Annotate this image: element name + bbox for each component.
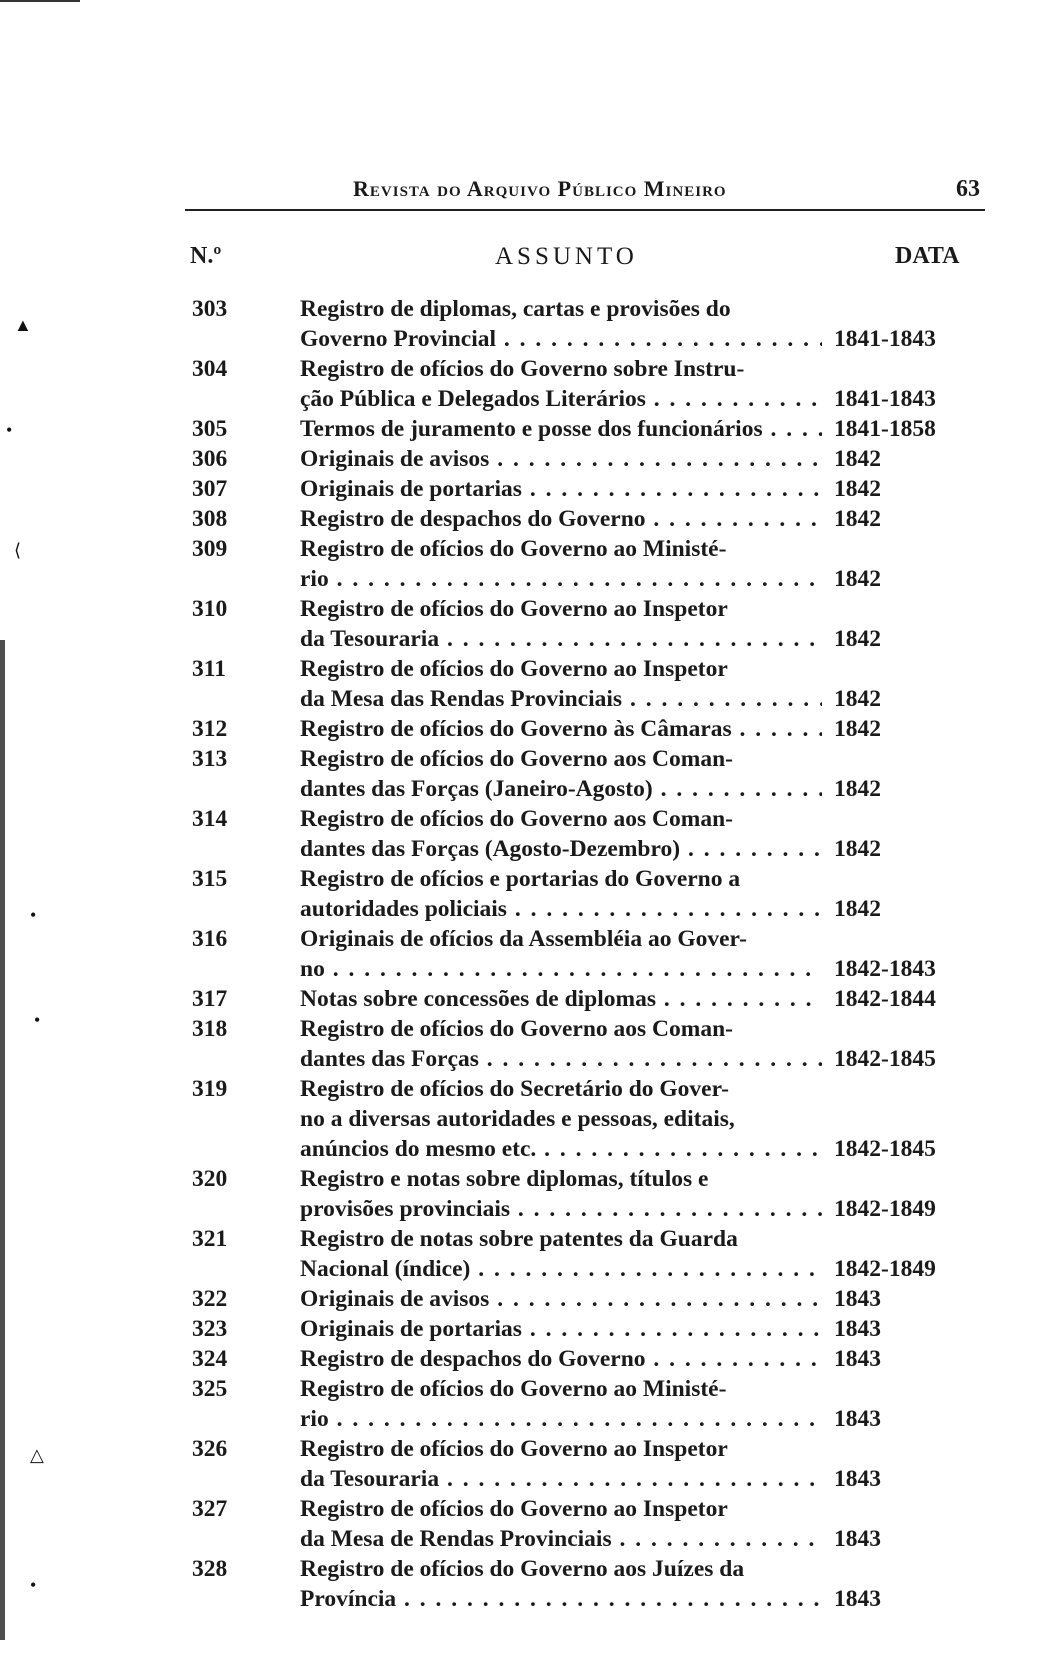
entry-date: 1842 [834, 686, 881, 712]
page-binding-edge [0, 640, 5, 1640]
entry-number: 328 [192, 1556, 228, 1582]
catalog-entry [190, 804, 990, 864]
entry-number: 314 [192, 806, 228, 832]
entry-date: 1843 [834, 1406, 881, 1432]
entry-date: 1841-1843 [834, 326, 936, 352]
entry-subject [300, 1554, 822, 1614]
catalog-entry [190, 1014, 990, 1074]
entry-subject [300, 1314, 822, 1344]
entry-subject-line: Registro de notas sobre patentes da Guarda [300, 1226, 738, 1252]
entry-date: 1843 [834, 1586, 881, 1612]
entry-subject-line: Registro de ofícios do Governo ao Inspetor [300, 1496, 728, 1522]
entry-subject-line: autoridades policiais . . . [300, 894, 822, 924]
entry-subject-line: da Tesouraria . . . [300, 1464, 822, 1494]
entry-subject-line: provisões provinciais . . . [300, 1194, 822, 1224]
entry-subject [300, 294, 822, 354]
entry-number: 323 [192, 1316, 228, 1342]
entry-number: 317 [192, 986, 228, 1012]
entry-date: 1842 [834, 506, 881, 532]
entry-subject [300, 714, 822, 744]
entry-subject-line: Registro de diplomas, cartas e provisões do [300, 296, 731, 322]
entry-subject [300, 924, 822, 984]
entry-subject [300, 1014, 822, 1074]
entry-number: 325 [192, 1376, 228, 1402]
entry-date: 1843 [834, 1526, 881, 1552]
entry-subject [300, 654, 822, 714]
entry-date: 1842 [834, 776, 881, 802]
catalog-entry [190, 1314, 990, 1344]
catalog-entry [190, 1284, 990, 1314]
entry-date: 1842 [834, 566, 881, 592]
entry-subject [300, 1344, 822, 1374]
entry-subject-line: dantes das Forças (Agosto-Dezembro) . . . [300, 834, 822, 864]
catalog-entry [190, 1434, 990, 1494]
catalog-entry [190, 654, 990, 714]
entry-date-cell [822, 504, 964, 534]
entry-number: 304 [192, 356, 228, 382]
entry-date: 1842-1845 [834, 1136, 936, 1162]
column-header-date: DATA [895, 243, 960, 269]
catalog-entry [190, 354, 990, 414]
entry-date: 1842 [834, 836, 881, 862]
margin-mark: ▲ [14, 315, 32, 335]
entry-date: 1843 [834, 1286, 881, 1312]
entry-date: 1842 [834, 626, 881, 652]
entry-subject [300, 1224, 822, 1284]
entry-date-cell [822, 1284, 964, 1314]
entry-subject-line: rio . . . [300, 564, 822, 594]
catalog-entry [190, 444, 990, 474]
entry-date-cell [822, 1014, 964, 1074]
entry-date-cell [822, 474, 964, 504]
entry-subject [300, 1074, 822, 1164]
entry-date-cell [822, 294, 964, 354]
entry-number: 306 [192, 446, 228, 472]
margin-mark: • [34, 1010, 41, 1030]
entry-date: 1842-1844 [834, 986, 936, 1012]
catalog-entry [190, 1164, 990, 1224]
entry-subject [300, 1284, 822, 1314]
entry-subject-line: da Mesa de Rendas Provinciais . . . [300, 1524, 822, 1554]
entry-subject-line: Registro de ofícios do Secretário do Gover- [300, 1076, 730, 1102]
entry-subject-line: Província . . . [300, 1584, 822, 1614]
entry-number: 316 [192, 926, 228, 952]
entry-subject [300, 1434, 822, 1494]
catalog-entry [190, 984, 990, 1014]
entry-subject-line: anúncios do mesmo etc. . . . [300, 1134, 822, 1164]
entry-number: 320 [192, 1166, 228, 1192]
margin-mark: △ [30, 1445, 44, 1465]
margin-mark: • [30, 905, 37, 925]
entry-number: 319 [192, 1076, 228, 1102]
entry-subject [300, 474, 822, 504]
entry-subject-line: da Tesouraria . . . [300, 624, 822, 654]
entry-date: 1841-1858 [834, 416, 936, 442]
entry-date-cell [822, 1344, 964, 1374]
margin-mark: • [6, 420, 13, 440]
entry-subject-line: Registro de ofícios do Governo às Câmaras . . . [300, 714, 822, 744]
entry-date-cell [822, 744, 964, 804]
running-header [185, 176, 985, 206]
entry-number: 311 [192, 656, 226, 682]
entry-date: 1842-1845 [834, 1046, 936, 1072]
entry-number: 312 [192, 716, 228, 742]
catalog-entry [190, 414, 990, 444]
entry-date-cell [822, 1434, 964, 1494]
entry-date: 1842 [834, 716, 881, 742]
entry-number: 310 [192, 596, 228, 622]
entry-subject [300, 864, 822, 924]
entry-subject-line: Originais de avisos . . . [300, 1284, 822, 1314]
entry-subject [300, 594, 822, 654]
entry-date-cell [822, 654, 964, 714]
entry-date-cell [822, 714, 964, 744]
entry-date-cell [822, 1224, 964, 1284]
entry-date-cell [822, 1164, 964, 1224]
entry-subject-line: Registro de ofícios do Governo aos Coman- [300, 806, 733, 832]
margin-mark: • [30, 1575, 37, 1595]
catalog-entry [190, 714, 990, 744]
entry-number: 313 [192, 746, 228, 772]
entry-subject-line: Registro de ofícios do Governo ao Ministé- [300, 536, 727, 562]
entry-subject-line: dantes das Forças (Janeiro-Agosto) . . . [300, 774, 822, 804]
entry-date: 1843 [834, 1316, 881, 1342]
entry-subject [300, 1374, 822, 1434]
entry-subject-line: Registro de ofícios e portarias do Governo a [300, 866, 741, 892]
entry-date-cell [822, 414, 964, 444]
entry-subject-line: Governo Provincial . . . [300, 324, 822, 354]
entry-subject-line: Registro de despachos do Governo . . . [300, 1344, 822, 1374]
entry-date: 1842-1849 [834, 1196, 936, 1222]
entry-subject [300, 414, 822, 444]
journal-title: Revista do Arquivo Público Mineiro [353, 176, 727, 201]
entry-date-cell [822, 1314, 964, 1344]
catalog-entry [190, 1344, 990, 1374]
entry-subject-line: no . . . [300, 954, 822, 984]
entry-number: 307 [192, 476, 228, 502]
entry-number: 324 [192, 1346, 228, 1372]
catalog-entry [190, 474, 990, 504]
entry-subject-line: Registro de ofícios do Governo aos Coman- [300, 1016, 733, 1042]
catalog-entry [190, 594, 990, 654]
entry-date-cell [822, 1494, 964, 1554]
entry-date: 1843 [834, 1346, 881, 1372]
entry-subject-line: dantes das Forças . . . [300, 1044, 822, 1074]
catalog-entry [190, 534, 990, 594]
entry-subject-line: Notas sobre concessões de diplomas . . . [300, 984, 822, 1014]
entry-number: 321 [192, 1226, 228, 1252]
entry-subject-line: Registro de despachos do Governo . . . [300, 504, 822, 534]
catalog-entry [190, 294, 990, 354]
entry-date-cell [822, 1374, 964, 1434]
catalog-entry [190, 744, 990, 804]
entry-subject-line: Registro de ofícios do Governo ao Inspetor [300, 1436, 728, 1462]
entry-subject [300, 804, 822, 864]
catalog-entry [190, 504, 990, 534]
entry-subject [300, 1494, 822, 1554]
entry-number: 308 [192, 506, 228, 532]
entry-subject [300, 534, 822, 594]
entry-date: 1843 [834, 1466, 881, 1492]
entry-subject-line: no a diversas autoridades e pessoas, editais, [300, 1106, 735, 1132]
entry-date: 1842 [834, 446, 881, 472]
entry-date: 1842-1849 [834, 1256, 936, 1282]
entry-subject [300, 354, 822, 414]
entry-date-cell [822, 1554, 964, 1614]
entry-subject-line: Registro de ofícios do Governo aos Coman- [300, 746, 733, 772]
entry-date-cell [822, 1074, 964, 1164]
entry-date-cell [822, 804, 964, 864]
catalog-entry [190, 1494, 990, 1554]
entry-subject-line: Termos de juramento e posse dos funcionários . . . [300, 414, 822, 444]
entry-number: 303 [192, 296, 228, 322]
entry-date: 1842 [834, 476, 881, 502]
entry-date: 1842 [834, 896, 881, 922]
entry-subject-line: Registro de ofícios do Governo ao Inspetor [300, 656, 728, 682]
entry-number: 327 [192, 1496, 228, 1522]
column-header-subject: ASSUNTO [495, 243, 638, 270]
entry-date-cell [822, 444, 964, 474]
entry-date: 1841-1843 [834, 386, 936, 412]
entry-number: 305 [192, 416, 228, 442]
margin-mark: ⟨ [14, 540, 22, 560]
catalog-entry [190, 1224, 990, 1284]
entry-subject-line: Originais de portarias . . . [300, 1314, 822, 1344]
entry-subject [300, 744, 822, 804]
column-header-number: N.º [190, 243, 222, 269]
page-number: 63 [956, 176, 980, 202]
entry-date: 1842-1843 [834, 956, 936, 982]
entry-subject [300, 444, 822, 474]
entry-subject-line: Originais de portarias . . . [300, 474, 822, 504]
entry-subject-line: Nacional (índice) . . . [300, 1254, 822, 1284]
entry-subject-line: Registro de ofícios do Governo sobre Instru- [300, 356, 745, 382]
entry-subject-line: Registro de ofícios do Governo aos Juízes da [300, 1556, 745, 1582]
entry-subject-line: Originais de ofícios da Assembléia ao Gover- [300, 926, 747, 952]
catalog-entry [190, 924, 990, 984]
entry-subject-line: Registro de ofícios do Governo ao Ministé- [300, 1376, 727, 1402]
entry-subject [300, 984, 822, 1014]
catalog-entry [190, 1554, 990, 1614]
entry-subject-line: ção Pública e Delegados Literários . . . [300, 384, 822, 414]
entry-subject [300, 1164, 822, 1224]
entry-date-cell [822, 924, 964, 984]
entry-subject-line: Registro de ofícios do Governo ao Inspetor [300, 596, 728, 622]
entry-date-cell [822, 594, 964, 654]
entry-number: 326 [192, 1436, 228, 1462]
catalog-entry [190, 1074, 990, 1164]
catalog-entry [190, 864, 990, 924]
entry-date-cell [822, 984, 964, 1014]
entry-date-cell [822, 534, 964, 594]
catalog-entry [190, 1374, 990, 1434]
top-edge-rule [0, 0, 80, 2]
entry-subject-line: rio . . . [300, 1404, 822, 1434]
entry-number: 315 [192, 866, 228, 892]
entry-number: 322 [192, 1286, 228, 1312]
header-rule [185, 209, 985, 211]
entry-subject-line: da Mesa das Rendas Provinciais . . . [300, 684, 822, 714]
catalog-entries [190, 294, 990, 1614]
entry-subject-line: Originais de avisos . . . [300, 444, 822, 474]
entry-subject-line: Registro e notas sobre diplomas, títulos e [300, 1166, 709, 1192]
entry-number: 309 [192, 536, 228, 562]
entry-subject [300, 504, 822, 534]
entry-number: 318 [192, 1016, 228, 1042]
entry-date-cell [822, 354, 964, 414]
entry-date-cell [822, 864, 964, 924]
